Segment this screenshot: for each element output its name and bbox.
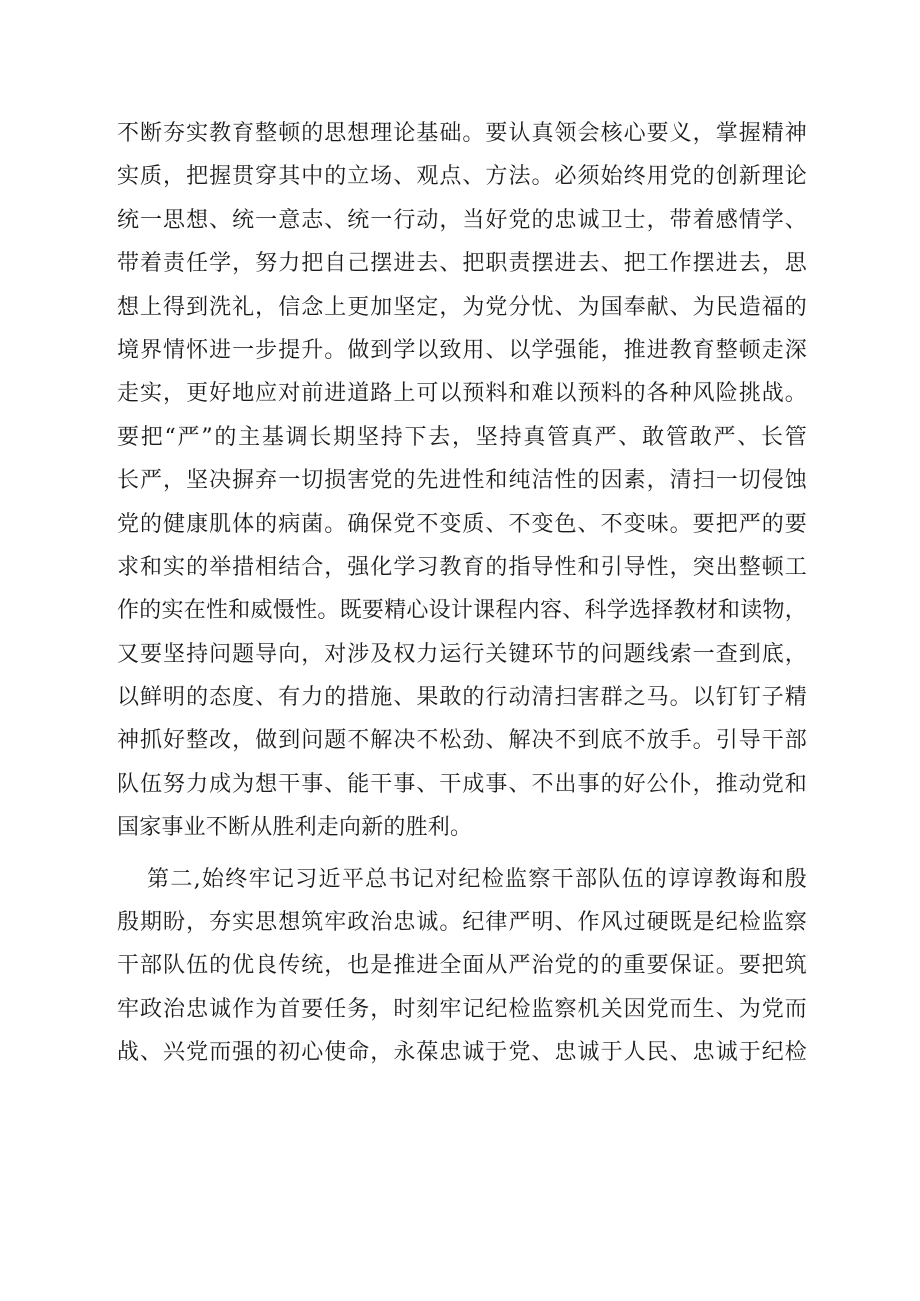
text-line: 要把“严”的主基调长期坚持下去，坚持真管真严、敢管敢严、长管 (117, 424, 807, 450)
paragraph-2 (117, 858, 807, 1075)
text-line: 带着责任学，努力把自己摆进去、把职责摆进去、把工作摆进去，思 (117, 251, 807, 277)
text-line: 长严，坚决摒弃一切损害党的先进性和纯洁性的因素，清扫一切侵蚀 (117, 468, 807, 494)
text-line: 想上得到洗礼，信念上更加坚定，为党分忧、为国奉献、为民造福的 (117, 294, 807, 320)
text-line: 殷期盼，夯实思想筑牢政治忠诚。纪律严明、作风过硬既是纪检监察 (117, 910, 807, 936)
text-line: 牢政治忠诚作为首要任务，时刻牢记纪检监察机关因党而生、为党而 (117, 996, 807, 1022)
text-line: 党的健康肌体的病菌。确保党不变质、不变色、不变味。要把严的要 (117, 511, 807, 537)
text-line: 战、兴党而强的初心使命，永葆忠诚于党、忠诚于人民、忠诚于纪检 (117, 1040, 807, 1066)
text-line: 实质，把握贯穿其中的立场、观点、方法。必须始终用党的创新理论 (117, 164, 807, 190)
text-line: 干部队伍的优良传统，也是推进全面从严治党的的重要保证。要把筑 (117, 953, 807, 979)
text-line: 境界情怀进一步提升。做到学以致用、以学强能，推进教育整顿走深 (117, 337, 807, 363)
text-line: 神抓好整改，做到问题不解决不松劲、解决不到底不放手。引导干部 (117, 728, 807, 754)
paragraph-1 (117, 112, 807, 850)
text-line: 国家事业不断从胜利走向新的胜利。 (117, 815, 473, 841)
text-line: 求和实的举措相结合，强化学习教育的指导性和引导性，突出整顿工 (117, 554, 807, 580)
text-line: 走实，更好地应对前进道路上可以预料和难以预料的各种风险挑战。 (117, 381, 807, 407)
text-line: 队伍努力成为想干事、能干事、干成事、不出事的好公仆，推动党和 (117, 771, 807, 797)
text-line: 第二,始终牢记习近平总书记对纪检监察干部队伍的谆谆教诲和殷 (147, 866, 807, 892)
document-body (117, 112, 807, 1075)
text-line: 又要坚持问题导向，对涉及权力运行关键环节的问题线索一查到底， (117, 641, 807, 667)
text-line: 统一思想、统一意志、统一行动，当好党的忠诚卫士，带着感情学、 (117, 207, 807, 233)
text-line: 以鲜明的态度、有力的措施、果敢的行动清扫害群之马。以钉钉子精 (117, 685, 807, 711)
text-line: 不断夯实教育整顿的思想理论基础。要认真领会核心要义，掌握精神 (117, 121, 807, 146)
text-line: 作的实在性和威慑性。既要精心设计课程内容、科学选择教材和读物， (117, 598, 807, 624)
